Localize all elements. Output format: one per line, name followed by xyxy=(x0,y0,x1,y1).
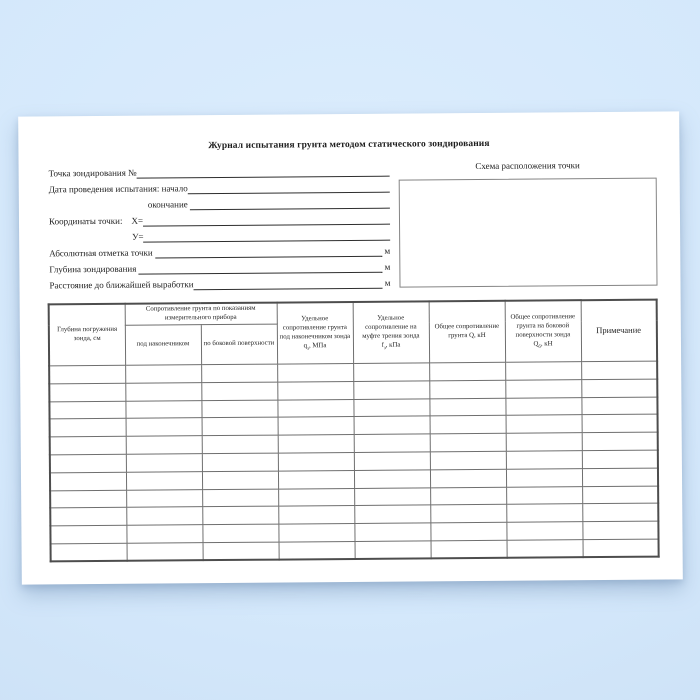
table-cell xyxy=(582,521,658,539)
table-cell xyxy=(202,417,278,435)
col-header-resistance-group: Сопротивление грунта по показаниям измерительного прибора xyxy=(125,303,277,326)
table-cell xyxy=(354,452,430,470)
field-blank-line xyxy=(188,179,390,195)
table-cell xyxy=(126,471,202,489)
table-cell xyxy=(582,468,658,486)
table-cell xyxy=(51,543,127,561)
table-cell xyxy=(506,522,582,540)
table-cell xyxy=(429,380,505,398)
table-cell xyxy=(278,524,354,542)
table-cell xyxy=(202,435,278,453)
sounding-table-header xyxy=(49,300,657,366)
table-cell xyxy=(202,524,278,542)
col-header-note: Примечание xyxy=(581,300,657,362)
table-cell xyxy=(430,522,506,540)
field-label: Расстояние до ближайшей выработки xyxy=(49,279,194,291)
table-cell xyxy=(127,543,203,561)
journal-sheet xyxy=(18,111,683,584)
table-cell xyxy=(278,435,354,453)
table-cell xyxy=(505,397,581,415)
sounding-table-body xyxy=(49,361,659,562)
table-cell xyxy=(353,381,429,399)
table-cell xyxy=(202,453,278,471)
table-cell xyxy=(506,486,582,504)
field-row-nearest-working-distance xyxy=(49,275,390,294)
schema-box xyxy=(399,178,658,288)
field-blank-line xyxy=(155,243,383,259)
table-cell xyxy=(126,454,202,472)
table-cell xyxy=(50,472,126,490)
col-header-q-side: Общее сопротивление грунта на боковой поверхности зонда $Q_б$, кН xyxy=(505,300,581,362)
table-cell xyxy=(430,433,506,451)
table-cell xyxy=(582,432,658,450)
table-cell xyxy=(582,503,658,521)
table-cell xyxy=(126,418,202,436)
field-label: Дата проведения испытания: начало xyxy=(48,183,188,195)
table-cell xyxy=(126,436,202,454)
col-header-q-total: Общее сопротивление грунта Q, кН xyxy=(429,301,505,363)
field-label: Точка зондирования № xyxy=(48,167,137,179)
table-cell xyxy=(353,398,429,416)
table-cell xyxy=(50,419,126,437)
table-cell xyxy=(430,469,506,487)
table-cell xyxy=(582,414,658,432)
table-cell xyxy=(201,364,277,382)
page-title: Журнал испытания грунта методом статического зондирования xyxy=(208,138,490,152)
table-cell xyxy=(429,398,505,416)
table-cell xyxy=(431,540,507,558)
field-label: Глубина зондирования xyxy=(49,263,139,275)
table-cell xyxy=(278,488,354,506)
table-cell xyxy=(126,489,202,507)
col-header-q-tip: Удельное сопротивление грунта под наконечником зонда $q_з$, МПа xyxy=(277,302,353,364)
table-cell xyxy=(125,400,201,418)
table-cell xyxy=(354,505,430,523)
field-blank-line xyxy=(193,275,382,290)
table-cell xyxy=(278,506,354,524)
table-cell xyxy=(278,452,354,470)
table-cell xyxy=(277,399,353,417)
table-cell xyxy=(201,400,277,418)
field-label: окончание xyxy=(147,199,191,210)
table-cell xyxy=(429,362,505,380)
field-label: Координаты точки: Х= xyxy=(48,215,144,227)
table-cell xyxy=(505,362,581,380)
table-cell xyxy=(126,507,202,525)
table-cell xyxy=(506,433,582,451)
table-cell xyxy=(278,417,354,435)
table-cell xyxy=(354,523,430,541)
table-cell xyxy=(430,505,506,523)
table-cell xyxy=(505,379,581,397)
table-cell xyxy=(354,434,430,452)
table-cell xyxy=(125,365,201,383)
table-cell xyxy=(583,539,659,557)
table-cell xyxy=(430,487,506,505)
field-blank-line xyxy=(190,195,390,211)
table-cell xyxy=(278,470,354,488)
col-header-depth: Глубина погружения зонда, см xyxy=(49,304,125,366)
table-cell xyxy=(50,436,126,454)
table-cell xyxy=(49,365,125,383)
field-blank-line xyxy=(143,211,390,227)
table-cell xyxy=(50,454,126,472)
field-blank-line xyxy=(137,163,390,179)
table-cell xyxy=(582,486,658,504)
table-cell xyxy=(49,383,125,401)
table-cell xyxy=(582,450,658,468)
table-cell xyxy=(354,487,430,505)
field-blank-line xyxy=(144,227,391,243)
field-unit: м xyxy=(384,261,391,272)
field-unit: м xyxy=(384,245,391,256)
table-cell xyxy=(202,506,278,524)
schema-title: Схема расположения точки xyxy=(475,160,580,172)
table-cell xyxy=(506,468,582,486)
field-label: У= xyxy=(132,231,144,242)
table-cell xyxy=(430,416,506,434)
field-unit: м xyxy=(384,277,391,288)
table-cell xyxy=(50,490,126,508)
sounding-table xyxy=(48,299,660,563)
table-cell xyxy=(507,540,583,558)
field-blank-line xyxy=(139,259,383,275)
table-cell xyxy=(506,451,582,469)
table-cell xyxy=(201,382,277,400)
table-cell xyxy=(125,382,201,400)
table-cell xyxy=(126,525,202,543)
table-cell xyxy=(354,416,430,434)
table-cell xyxy=(430,451,506,469)
table-cell xyxy=(202,471,278,489)
table-cell xyxy=(277,363,353,381)
table-cell xyxy=(50,508,126,526)
table-cell xyxy=(581,379,657,397)
table-row xyxy=(51,539,659,562)
table-cell xyxy=(202,489,278,507)
table-cell xyxy=(353,363,429,381)
col-header-under-tip: под наконечником xyxy=(125,325,201,366)
table-cell xyxy=(277,381,353,399)
table-cell xyxy=(355,541,431,559)
table-cell xyxy=(581,361,657,379)
table-cell xyxy=(50,525,126,543)
table-cell xyxy=(354,470,430,488)
table-cell xyxy=(506,415,582,433)
col-header-f-sleeve: Удельное сопротивление на муфте трения зонда $f_з$, кПа xyxy=(353,301,429,363)
table-cell xyxy=(279,541,355,559)
table-cell xyxy=(49,401,125,419)
table-cell xyxy=(506,504,582,522)
field-label: Абсолютная отметка точки xyxy=(49,247,155,259)
table-cell xyxy=(203,542,279,560)
col-header-side-surface: по боковой поверхности xyxy=(201,324,277,365)
table-cell xyxy=(581,397,657,415)
form-fields xyxy=(49,163,391,294)
